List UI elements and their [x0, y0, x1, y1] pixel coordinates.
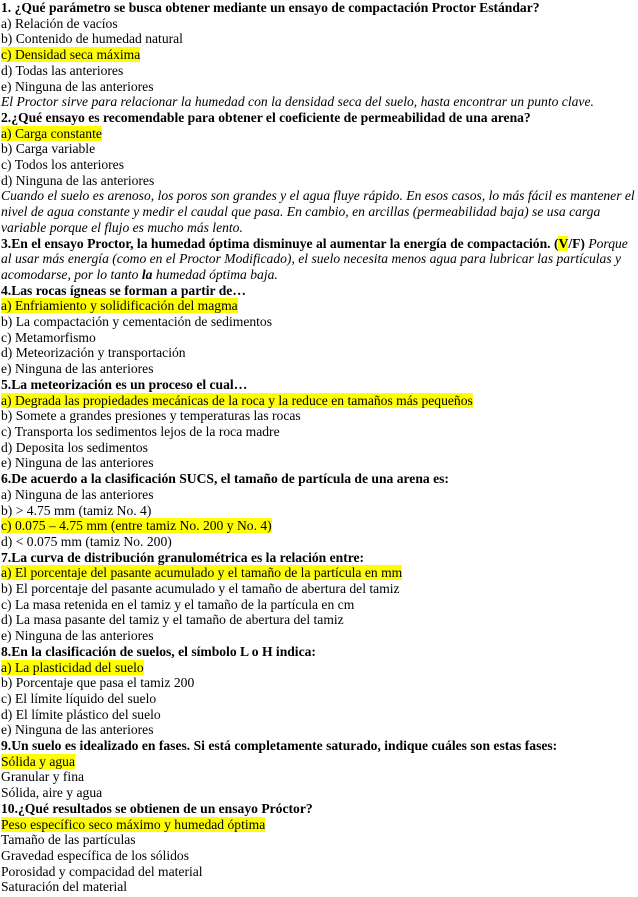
q7-option-d: d) La masa pasante del tamiz y el tamaño de abertura del tamiz — [1, 612, 344, 628]
question-7: 7.La curva de distribución granulométrica es la relación entre: — [1, 549, 365, 565]
q3-statement: 3.En el ensayo Proctor, la humedad óptima disminuye al aumentar la energía de compactación. — [1, 235, 551, 251]
question-8: 8.En la clasificación de suelos, el símbolo L o H indica: — [1, 643, 316, 659]
q5-option-b: b) Somete a grandes presiones y temperaturas las rocas — [1, 408, 301, 424]
q6-option-d: d) < 0.075 mm (tamiz No. 200) — [1, 533, 172, 549]
q4-option-a-answer: a) Enfriamiento y solidificación del magma — [1, 298, 238, 314]
q5-option-a-answer: a) Degrada las propiedades mecánicas de la roca y la reduce en tamaños más pequeños — [1, 392, 473, 408]
q10-option-4: Porosidad y compacidad del material — [1, 863, 203, 879]
q1-option-b: b) Contenido de humedad natural — [1, 31, 183, 47]
q7-option-b: b) El porcentaje del pasante acumulado y el tamaño de abertura del tamiz — [1, 581, 400, 597]
q1-explanation: El Proctor sirve para relacionar la humedad con la densidad seca del suelo, hasta encontrar un punto clave. — [1, 94, 594, 110]
q4-option-c: c) Metamorfismo — [1, 329, 96, 345]
q6-option-a: a) Ninguna de las anteriores — [1, 486, 154, 502]
q8-option-b: b) Porcentaje que pasa el tamiz 200 — [1, 675, 195, 691]
question-10: 10.¿Qué resultados se obtienen de un ensayo Próctor? — [1, 800, 313, 816]
q4-option-d: d) Meteorización y transportación — [1, 345, 186, 361]
question-4: 4.Las rocas ígneas se forman a partir de… — [1, 282, 246, 298]
q2-option-b: b) Carga variable — [1, 141, 96, 157]
q4-option-b: b) La compactación y cementación de sedimentos — [1, 314, 273, 330]
q2-explanation: Cuando el suelo es arenoso, los poros son grandes y el agua fluye rápido. En esos casos, lo más fácil es mantener el nivel de agua constante y medir el caudal que pasa. En cambio, en arcillas (permeabilidad baja) se usa carga variable porque el flujo es mucho más lento. — [1, 188, 635, 235]
q7-option-e: e) Ninguna de las anteriores — [1, 628, 154, 644]
q1-option-a: a) Relación de vacíos — [1, 15, 118, 31]
q2-option-d: d) Ninguna de las anteriores — [1, 172, 155, 188]
q3-explanation-a: Porque al usar más energía (como en el Proctor Modificado), el suelo necesita menos agua para lubricar las partículas y acomodarse, por lo tanto — [1, 235, 628, 282]
q9-option-1-answer: Sólida y agua — [1, 753, 75, 769]
q5-option-d: d) Deposita los sedimentos — [1, 439, 148, 455]
q2-option-a-answer: a) Carga constante — [1, 125, 102, 141]
q3-vf-open: ( — [553, 235, 559, 251]
q3-explanation-la: la — [141, 266, 153, 282]
question-6: 6.De acuerdo a la clasificación SUCS, el tamaño de partícula de una arena es: — [1, 471, 449, 487]
q10-option-3: Gravedad específica de los sólidos — [1, 847, 189, 863]
question-5: 5.La meteorización es un proceso el cual… — [1, 376, 248, 392]
q6-option-c-answer: c) 0.075 – 4.75 mm (entre tamiz No. 200 y No. 4) — [1, 518, 272, 534]
question-1: 1. ¿Qué parámetro se busca obtener mediante un ensayo de compactación Proctor Estándar? — [1, 0, 540, 15]
q6-option-b: b) > 4.75 mm (tamiz No. 4) — [1, 502, 152, 518]
q9-option-3: Sólida, aire y agua — [1, 785, 103, 801]
q8-option-e: e) Ninguna de las anteriores — [1, 722, 154, 738]
q1-option-c-answer: c) Densidad seca máxima — [1, 47, 141, 63]
q10-option-2: Tamaño de las partículas — [1, 832, 136, 848]
q8-option-a-answer: a) La plasticidad del suelo — [1, 659, 144, 675]
q5-option-c: c) Transporta los sedimentos lejos de la roca madre — [1, 423, 280, 439]
q7-option-a-answer: a) El porcentaje del pasante acumulado y el tamaño de la partícula en mm — [1, 565, 403, 581]
q9-option-2: Granular y fina — [1, 769, 85, 785]
q10-option-5: Saturación del material — [1, 879, 128, 895]
q10-option-1-answer: Peso específico seco máximo y humedad óptima — [1, 816, 266, 832]
q2-option-c: c) Todos los anteriores — [1, 157, 125, 173]
q5-option-e: e) Ninguna de las anteriores — [1, 455, 154, 471]
question-3 — [1, 236, 638, 283]
q4-option-e: e) Ninguna de las anteriores — [1, 361, 154, 377]
q3-explanation-b: humedad óptima baja. — [155, 266, 278, 282]
q3-vf-rest: /F) — [568, 235, 585, 251]
q8-option-c: c) El límite líquido del suelo — [1, 690, 157, 706]
question-9: 9.Un suelo es idealizado en fases. Si está completamente saturado, indique cuáles son estas fases: — [1, 738, 558, 754]
question-2: 2.¿Qué ensayo es recomendable para obtener el coeficiente de permeabilidad de una arena? — [1, 109, 531, 125]
q3-true-answer: V — [558, 235, 569, 251]
q1-option-d: d) Todas las anteriores — [1, 62, 124, 78]
q1-option-e: e) Ninguna de las anteriores — [1, 78, 154, 94]
q8-option-d: d) El límite plástico del suelo — [1, 706, 161, 722]
q7-option-c: c) La masa retenida en el tamiz y el tamaño de la partícula en cm — [1, 596, 355, 612]
